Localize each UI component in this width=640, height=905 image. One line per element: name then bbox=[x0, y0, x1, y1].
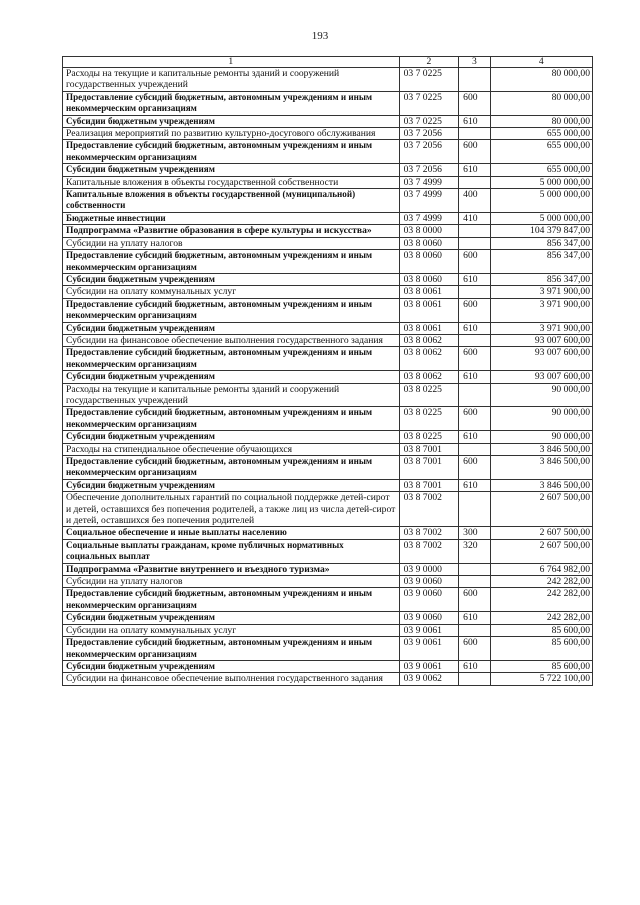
row-name-cell: Субсидии на оплату коммунальных услуг bbox=[63, 286, 400, 298]
row-code-cell: 03 8 0060 bbox=[399, 237, 459, 249]
table-row bbox=[63, 563, 593, 575]
row-type-cell: 600 bbox=[459, 637, 490, 661]
row-name-cell: Субсидии бюджетным учреждениям bbox=[63, 660, 400, 672]
row-code-cell: 03 9 0060 bbox=[399, 588, 459, 612]
row-name-cell: Субсидии бюджетным учреждениям bbox=[63, 431, 400, 443]
row-sum-cell: 90 000,00 bbox=[490, 407, 592, 431]
table-row bbox=[63, 673, 593, 685]
row-type-cell: 610 bbox=[459, 371, 490, 383]
row-sum-cell: 85 600,00 bbox=[490, 660, 592, 672]
row-sum-cell: 90 000,00 bbox=[490, 383, 592, 407]
table-row bbox=[63, 539, 593, 563]
row-code-cell: 03 8 0225 bbox=[399, 407, 459, 431]
row-code-cell: 03 8 7001 bbox=[399, 456, 459, 480]
column-header-code: 2 bbox=[399, 57, 459, 68]
table-row bbox=[63, 212, 593, 224]
row-code-cell: 03 7 2056 bbox=[399, 140, 459, 164]
row-name-cell: Социальные выплаты гражданам, кроме публичных нормативных социальных выплат bbox=[63, 539, 400, 563]
row-name-cell: Субсидии на финансовое обеспечение выполнения государственного задания bbox=[63, 334, 400, 346]
table-row bbox=[63, 237, 593, 249]
row-type-cell: 300 bbox=[459, 527, 490, 539]
row-code-cell: 03 9 0061 bbox=[399, 637, 459, 661]
row-type-cell: 610 bbox=[459, 322, 490, 334]
budget-table bbox=[62, 56, 593, 686]
row-sum-cell: 242 282,00 bbox=[490, 576, 592, 588]
row-code-cell: 03 8 0062 bbox=[399, 347, 459, 371]
row-code-cell: 03 8 7001 bbox=[399, 443, 459, 455]
row-code-cell: 03 8 0060 bbox=[399, 250, 459, 274]
row-code-cell: 03 7 0225 bbox=[399, 68, 459, 92]
table-row bbox=[63, 298, 593, 322]
row-name-cell: Обеспечение дополнительных гарантий по социальной поддержке детей-сирот и детей, оставшихся без попечения родителей, а также лиц из числа детей-сирот и детей, оставшихся без попечения родителей bbox=[63, 492, 400, 527]
row-sum-cell: 5 000 000,00 bbox=[490, 189, 592, 213]
table-body bbox=[63, 68, 593, 686]
table-row bbox=[63, 68, 593, 92]
row-code-cell: 03 8 0062 bbox=[399, 334, 459, 346]
row-type-cell: 600 bbox=[459, 91, 490, 115]
column-header-type: 3 bbox=[459, 57, 490, 68]
row-name-cell: Подпрограмма «Развитие внутреннего и въездного туризма» bbox=[63, 563, 400, 575]
row-sum-cell: 3 971 900,00 bbox=[490, 298, 592, 322]
row-sum-cell: 5 000 000,00 bbox=[490, 212, 592, 224]
row-type-cell: 600 bbox=[459, 298, 490, 322]
row-code-cell: 03 9 0000 bbox=[399, 563, 459, 575]
row-sum-cell: 80 000,00 bbox=[490, 91, 592, 115]
table-row bbox=[63, 479, 593, 491]
row-code-cell: 03 8 0225 bbox=[399, 431, 459, 443]
row-name-cell: Субсидии бюджетным учреждениям bbox=[63, 164, 400, 176]
row-name-cell: Субсидии на финансовое обеспечение выполнения государственного задания bbox=[63, 673, 400, 685]
table-row bbox=[63, 624, 593, 636]
row-type-cell bbox=[459, 383, 490, 407]
table-row bbox=[63, 407, 593, 431]
row-sum-cell: 5 000 000,00 bbox=[490, 176, 592, 188]
row-sum-cell: 5 722 100,00 bbox=[490, 673, 592, 685]
row-type-cell bbox=[459, 176, 490, 188]
row-sum-cell: 655 000,00 bbox=[490, 164, 592, 176]
page-number: 193 bbox=[311, 30, 329, 42]
row-sum-cell: 93 007 600,00 bbox=[490, 371, 592, 383]
table-row bbox=[63, 383, 593, 407]
row-code-cell: 03 7 2056 bbox=[399, 164, 459, 176]
row-sum-cell: 85 600,00 bbox=[490, 624, 592, 636]
row-sum-cell: 856 347,00 bbox=[490, 237, 592, 249]
row-code-cell: 03 9 0060 bbox=[399, 612, 459, 624]
row-name-cell: Субсидии на уплату налогов bbox=[63, 237, 400, 249]
row-name-cell: Капитальные вложения в объекты государственной собственности bbox=[63, 176, 400, 188]
row-name-cell: Субсидии бюджетным учреждениям bbox=[63, 273, 400, 285]
row-code-cell: 03 9 0061 bbox=[399, 624, 459, 636]
row-sum-cell: 3 846 500,00 bbox=[490, 443, 592, 455]
table-row bbox=[63, 576, 593, 588]
row-type-cell: 600 bbox=[459, 250, 490, 274]
row-code-cell: 03 7 4999 bbox=[399, 176, 459, 188]
table-row bbox=[63, 164, 593, 176]
row-sum-cell: 3 971 900,00 bbox=[490, 322, 592, 334]
row-name-cell: Предоставление субсидий бюджетным, автономным учреждениям и иным некоммерческим организациям bbox=[63, 456, 400, 480]
row-type-cell: 610 bbox=[459, 479, 490, 491]
row-sum-cell: 856 347,00 bbox=[490, 250, 592, 274]
row-name-cell: Предоставление субсидий бюджетным, автономным учреждениям и иным некоммерческим организациям bbox=[63, 91, 400, 115]
row-code-cell: 03 8 7002 bbox=[399, 539, 459, 563]
row-name-cell: Бюджетные инвестиции bbox=[63, 212, 400, 224]
table-row bbox=[63, 128, 593, 140]
row-type-cell bbox=[459, 563, 490, 575]
row-sum-cell: 655 000,00 bbox=[490, 128, 592, 140]
row-sum-cell: 655 000,00 bbox=[490, 140, 592, 164]
row-sum-cell: 80 000,00 bbox=[490, 68, 592, 92]
row-sum-cell: 85 600,00 bbox=[490, 637, 592, 661]
row-name-cell: Предоставление субсидий бюджетным, автономным учреждениям и иным некоммерческим организациям bbox=[63, 140, 400, 164]
row-code-cell: 03 7 4999 bbox=[399, 189, 459, 213]
row-type-cell: 610 bbox=[459, 612, 490, 624]
row-name-cell: Субсидии бюджетным учреждениям bbox=[63, 479, 400, 491]
row-sum-cell: 3 971 900,00 bbox=[490, 286, 592, 298]
row-name-cell: Субсидии бюджетным учреждениям bbox=[63, 371, 400, 383]
table-row bbox=[63, 347, 593, 371]
table-row bbox=[63, 371, 593, 383]
row-code-cell: 03 8 0061 bbox=[399, 322, 459, 334]
table-row bbox=[63, 612, 593, 624]
row-sum-cell: 3 846 500,00 bbox=[490, 479, 592, 491]
row-code-cell: 03 8 7002 bbox=[399, 492, 459, 527]
table-row bbox=[63, 140, 593, 164]
row-code-cell: 03 9 0062 bbox=[399, 673, 459, 685]
row-sum-cell: 2 607 500,00 bbox=[490, 527, 592, 539]
row-type-cell bbox=[459, 673, 490, 685]
row-sum-cell: 242 282,00 bbox=[490, 612, 592, 624]
row-name-cell: Предоставление субсидий бюджетным, автономным учреждениям и иным некоммерческим организациям bbox=[63, 347, 400, 371]
table-row bbox=[63, 588, 593, 612]
row-code-cell: 03 8 0061 bbox=[399, 298, 459, 322]
row-type-cell: 400 bbox=[459, 189, 490, 213]
table-row bbox=[63, 334, 593, 346]
row-type-cell: 610 bbox=[459, 115, 490, 127]
row-sum-cell: 856 347,00 bbox=[490, 273, 592, 285]
row-sum-cell: 242 282,00 bbox=[490, 588, 592, 612]
header-row bbox=[63, 57, 593, 68]
row-name-cell: Субсидии бюджетным учреждениям bbox=[63, 322, 400, 334]
row-name-cell: Субсидии бюджетным учреждениям bbox=[63, 612, 400, 624]
row-type-cell bbox=[459, 237, 490, 249]
table-row bbox=[63, 637, 593, 661]
row-code-cell: 03 8 0060 bbox=[399, 273, 459, 285]
row-type-cell bbox=[459, 128, 490, 140]
row-type-cell bbox=[459, 624, 490, 636]
row-type-cell bbox=[459, 576, 490, 588]
table-row bbox=[63, 176, 593, 188]
row-type-cell: 600 bbox=[459, 588, 490, 612]
row-sum-cell: 80 000,00 bbox=[490, 115, 592, 127]
table-row bbox=[63, 225, 593, 237]
row-sum-cell: 2 607 500,00 bbox=[490, 492, 592, 527]
row-code-cell: 03 8 7002 bbox=[399, 527, 459, 539]
row-type-cell: 610 bbox=[459, 273, 490, 285]
row-type-cell: 320 bbox=[459, 539, 490, 563]
table-row bbox=[63, 189, 593, 213]
row-code-cell: 03 9 0060 bbox=[399, 576, 459, 588]
row-name-cell: Предоставление субсидий бюджетным, автономным учреждениям и иным некоммерческим организациям bbox=[63, 298, 400, 322]
row-type-cell bbox=[459, 492, 490, 527]
row-name-cell: Подпрограмма «Развитие образования в сфере культуры и искусства» bbox=[63, 225, 400, 237]
row-name-cell: Расходы на текущие и капитальные ремонты зданий и сооружений государственных учреждений bbox=[63, 68, 400, 92]
row-code-cell: 03 7 0225 bbox=[399, 115, 459, 127]
table-row bbox=[63, 527, 593, 539]
row-type-cell: 610 bbox=[459, 431, 490, 443]
row-code-cell: 03 8 0062 bbox=[399, 371, 459, 383]
row-name-cell: Расходы на текущие и капитальные ремонты зданий и сооружений государственных учреждений bbox=[63, 383, 400, 407]
row-code-cell: 03 7 0225 bbox=[399, 91, 459, 115]
row-code-cell: 03 8 0000 bbox=[399, 225, 459, 237]
table-row bbox=[63, 431, 593, 443]
row-type-cell: 600 bbox=[459, 140, 490, 164]
row-type-cell: 610 bbox=[459, 660, 490, 672]
row-type-cell: 600 bbox=[459, 347, 490, 371]
row-type-cell: 600 bbox=[459, 407, 490, 431]
table-row bbox=[63, 443, 593, 455]
row-code-cell: 03 8 0061 bbox=[399, 286, 459, 298]
row-code-cell: 03 7 2056 bbox=[399, 128, 459, 140]
table-row bbox=[63, 322, 593, 334]
table-row bbox=[63, 286, 593, 298]
table-row bbox=[63, 91, 593, 115]
row-sum-cell: 3 846 500,00 bbox=[490, 456, 592, 480]
row-name-cell: Реализация мероприятий по развитию культурно-досугового обслуживания bbox=[63, 128, 400, 140]
row-sum-cell: 6 764 982,00 bbox=[490, 563, 592, 575]
column-header-name: 1 bbox=[63, 57, 400, 68]
row-type-cell bbox=[459, 443, 490, 455]
row-type-cell bbox=[459, 225, 490, 237]
row-code-cell: 03 7 4999 bbox=[399, 212, 459, 224]
row-type-cell: 610 bbox=[459, 164, 490, 176]
row-name-cell: Расходы на стипендиальное обеспечение обучающихся bbox=[63, 443, 400, 455]
row-code-cell: 03 9 0061 bbox=[399, 660, 459, 672]
row-code-cell: 03 8 7001 bbox=[399, 479, 459, 491]
row-sum-cell: 90 000,00 bbox=[490, 431, 592, 443]
row-type-cell bbox=[459, 334, 490, 346]
row-type-cell bbox=[459, 286, 490, 298]
row-name-cell: Социальное обеспечение и иные выплаты населению bbox=[63, 527, 400, 539]
row-type-cell bbox=[459, 68, 490, 92]
table-row bbox=[63, 660, 593, 672]
row-sum-cell: 93 007 600,00 bbox=[490, 334, 592, 346]
table-row bbox=[63, 250, 593, 274]
row-sum-cell: 93 007 600,00 bbox=[490, 347, 592, 371]
column-header-sum: 4 bbox=[490, 57, 592, 68]
row-name-cell: Предоставление субсидий бюджетным, автономным учреждениям и иным некоммерческим организациям bbox=[63, 250, 400, 274]
row-type-cell: 600 bbox=[459, 456, 490, 480]
row-sum-cell: 2 607 500,00 bbox=[490, 539, 592, 563]
row-name-cell: Предоставление субсидий бюджетным, автономным учреждениям и иным некоммерческим организациям bbox=[63, 407, 400, 431]
table-row bbox=[63, 115, 593, 127]
row-sum-cell: 104 379 847,00 bbox=[490, 225, 592, 237]
row-name-cell: Предоставление субсидий бюджетным, автономным учреждениям и иным некоммерческим организациям bbox=[63, 588, 400, 612]
row-code-cell: 03 8 0225 bbox=[399, 383, 459, 407]
row-name-cell: Субсидии бюджетным учреждениям bbox=[63, 115, 400, 127]
row-type-cell: 410 bbox=[459, 212, 490, 224]
row-name-cell: Субсидии на оплату коммунальных услуг bbox=[63, 624, 400, 636]
row-name-cell: Предоставление субсидий бюджетным, автономным учреждениям и иным некоммерческим организациям bbox=[63, 637, 400, 661]
table-row bbox=[63, 492, 593, 527]
row-name-cell: Капитальные вложения в объекты государственной (муниципальной) собственности bbox=[63, 189, 400, 213]
table-row bbox=[63, 456, 593, 480]
table-row bbox=[63, 273, 593, 285]
row-name-cell: Субсидии на уплату налогов bbox=[63, 576, 400, 588]
